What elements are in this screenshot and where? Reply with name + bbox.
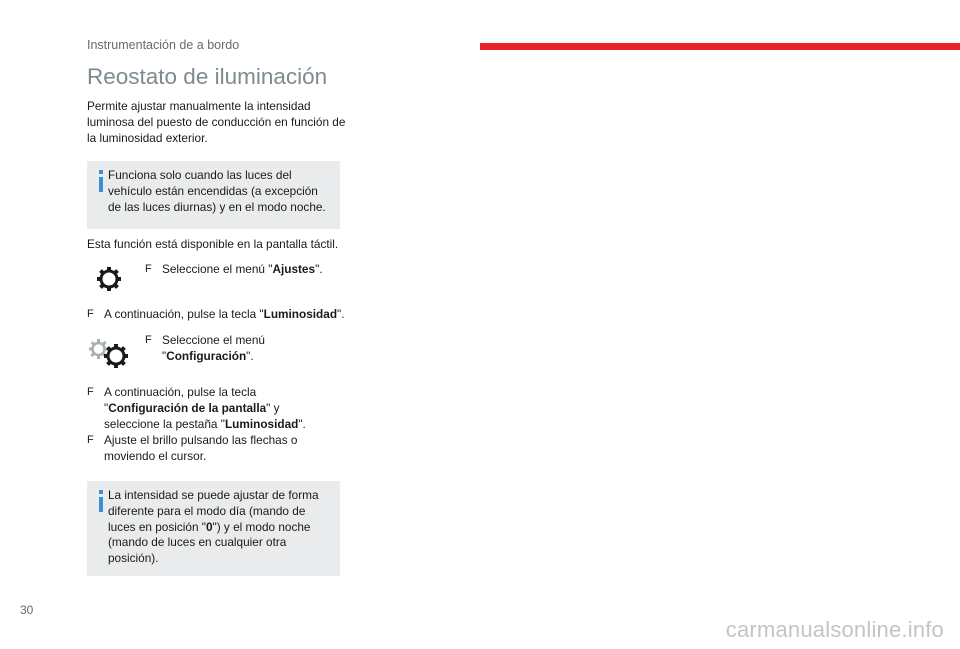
info-icon — [94, 170, 108, 192]
section-label: Instrumentación de a bordo — [87, 38, 240, 52]
menu-configuracion: Configuración — [166, 348, 247, 363]
note-2-text: La intensidad se puede ajustar de forma diferente para el modo día (mando de luces en posición "0") y el modo noche (mando de luces en cualquier otra posición). — [108, 488, 319, 566]
note-1-text: Funciona solo cuando las luces del vehículo están encendidas (a excepción de las luces diurnas) y en el modo noche. — [108, 168, 326, 214]
key-luminosidad: Luminosidad — [263, 307, 338, 321]
note-box-1 — [87, 161, 340, 229]
step-4: F A continuación, pulse la tecla "Configuración de la pantalla" y seleccione la pestaña "Luminosidad". — [87, 385, 306, 431]
step-2: F A continuación, pulse la tecla "Luminosidad". — [87, 307, 345, 321]
note-box-2 — [87, 481, 340, 576]
section-accent-bar — [480, 43, 960, 50]
page-title: Reostato de iluminación — [87, 64, 328, 89]
bullet-marker: F — [145, 263, 152, 275]
watermark: carmanualsonline.info — [725, 617, 944, 642]
availability-text: Esta función está disponible en la pantalla táctil. — [87, 237, 339, 251]
step-3: F Seleccione el menú "Configuración". — [145, 333, 265, 363]
step-1: F Seleccione el menú "Ajustes". — [145, 262, 323, 276]
double-gear-icon — [88, 338, 130, 372]
intro-paragraph: Permite ajustar manualmente la intensidad luminosa del puesto de conducción en función de la luminosidad exterior. — [87, 99, 346, 145]
step-5: F Ajuste el brillo pulsando las flechas o moviendo el cursor. — [87, 433, 298, 463]
menu-ajustes: Ajustes — [272, 262, 316, 276]
tab-luminosidad: Luminosidad — [224, 416, 299, 431]
key-configuracion-pantalla: Configuración de la pantalla — [108, 400, 267, 415]
light-position-zero: 0 — [205, 519, 213, 534]
bullet-marker: F — [87, 386, 94, 398]
bullet-marker: F — [87, 308, 94, 320]
gear-icon — [96, 266, 122, 292]
page-number: 30 — [20, 603, 34, 617]
info-icon — [94, 490, 108, 512]
bullet-marker: F — [145, 334, 152, 346]
bullet-marker: F — [87, 434, 94, 446]
